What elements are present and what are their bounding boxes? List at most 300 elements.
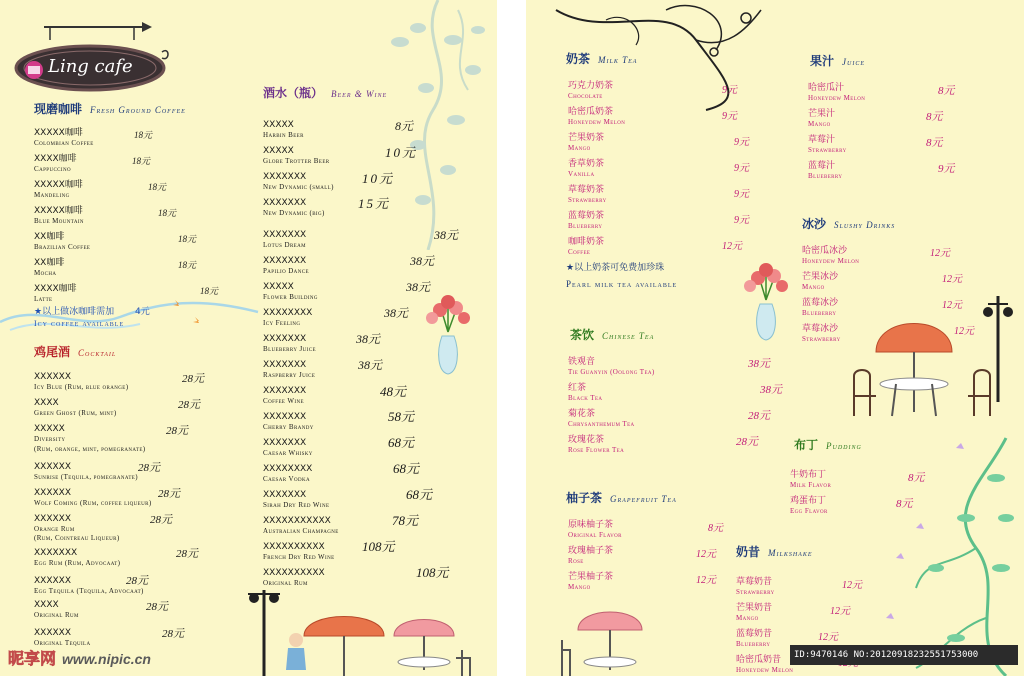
item-price: 38元	[748, 358, 770, 370]
item-sub: Blueberry Juice	[263, 345, 316, 353]
menu-item	[568, 81, 613, 100]
item-sub: Caesar Vodka	[263, 475, 310, 483]
star-icon: ★	[34, 307, 43, 317]
menu-item	[736, 629, 772, 648]
menu-item	[34, 424, 65, 443]
item-name: 哈密瓜汁	[808, 83, 845, 93]
item-name: XXXXX	[263, 146, 294, 156]
item-sub: Wolf Coming (Rum, coffee liqueur)	[34, 499, 152, 507]
item-sub: New Dynamic (small)	[263, 183, 334, 191]
item-price: 68元	[406, 487, 433, 502]
item-price: 28元	[138, 462, 160, 474]
item-sub: Coffee	[568, 248, 591, 256]
menu-item	[263, 120, 304, 139]
item-price: 18元	[158, 208, 177, 218]
item-name: 草莓奶茶	[568, 185, 605, 195]
item-price: 68元	[388, 435, 415, 450]
menu-item	[263, 360, 315, 379]
item-price: 9元	[734, 163, 749, 174]
item-sub: Sirah Dry Red Wine	[263, 501, 330, 509]
item-name: 芒果汁	[808, 109, 836, 119]
item-sub: Icy Feeling	[263, 319, 301, 327]
item-name: 鸡蛋布丁	[790, 496, 827, 506]
cafe-scene-icon	[244, 580, 497, 676]
item-name: XX咖啡	[34, 232, 65, 242]
note-price: 4元	[134, 307, 150, 317]
item-price: 18元	[148, 182, 167, 192]
item-price: 8元	[926, 111, 943, 123]
item-sub: Original Tequila	[34, 639, 91, 647]
icy-coffee-note	[34, 306, 150, 330]
menu-item	[568, 237, 604, 256]
menu-item	[568, 383, 602, 402]
item-sub: Mango	[808, 120, 831, 128]
section-title-zh: 茶饮	[570, 328, 595, 342]
menu-item	[34, 206, 84, 225]
item-name: 蓝莓奶昔	[736, 629, 773, 639]
item-name: XXXXXXXX	[263, 464, 313, 474]
menu-item	[808, 161, 842, 180]
menu-item	[34, 462, 138, 481]
section-title-en: Juice	[842, 57, 866, 67]
menu-item	[568, 159, 604, 178]
item-price: 9元	[722, 85, 737, 96]
item-sub: Latte	[34, 295, 53, 303]
note-zh: 以上奶茶可免费加珍珠	[574, 263, 665, 273]
item-sub: Icy Blue (Rum, blue orange)	[34, 383, 129, 391]
section-title-zh: 酒水（瓶）	[263, 86, 324, 100]
item-price: 12元	[722, 241, 742, 252]
menu-item	[736, 655, 793, 674]
item-name: 哈密瓜奶昔	[736, 655, 782, 665]
item-sub: Milk Flavor	[790, 481, 832, 489]
item-name: XXXXX	[34, 424, 65, 434]
item-price: 18元	[178, 260, 197, 270]
item-name: 草莓冰沙	[802, 324, 839, 334]
item-sub: Strawberry	[808, 146, 847, 154]
item-sub: Original Rum	[34, 611, 79, 619]
section-title-en: Grapefruit Tea	[610, 494, 677, 504]
item-sub: Strawberry	[568, 196, 607, 204]
item-name: 哈密瓜冰沙	[802, 246, 848, 256]
menu-item	[263, 438, 313, 457]
menu-item	[568, 546, 613, 565]
item-name: 牛奶布丁	[790, 470, 827, 480]
item-name: 芒果奶茶	[568, 133, 605, 143]
menu-item	[34, 128, 94, 147]
item-price: 8元	[938, 85, 955, 97]
section-title-coffee	[34, 100, 186, 117]
item-sub: Egg Flavor	[790, 507, 828, 515]
menu-item	[263, 464, 312, 483]
menu-item	[568, 133, 604, 152]
item-name: XXXX	[34, 398, 59, 408]
section-title-zh: 奶昔	[736, 545, 761, 559]
item-name: XXXXXXX	[34, 548, 78, 558]
section-title-en: Cocktail	[78, 348, 117, 358]
item-sub: Green Ghost (Rum, mint)	[34, 409, 117, 417]
item-sub: Honeydew Melon	[808, 94, 866, 102]
item-price: 9元	[938, 163, 955, 175]
section-title-en: Beer & Wine	[331, 89, 388, 99]
item-price: 18元	[178, 234, 197, 244]
item-name: 芒果柚子茶	[568, 572, 614, 582]
menu-item	[34, 548, 120, 567]
item-sub: Strawberry	[802, 335, 841, 343]
section-title-zh: 柚子茶	[566, 491, 603, 505]
item-price: 12元	[842, 580, 862, 591]
menu-item	[263, 516, 339, 535]
item-sub: Blueberry	[736, 640, 771, 648]
menu-item	[263, 230, 306, 249]
item-sub: Chrysanthemum Tea	[568, 420, 635, 428]
item-sub: Mango	[736, 614, 759, 622]
menu-item	[263, 542, 335, 561]
menu-item	[34, 154, 77, 173]
menu-item	[263, 282, 318, 301]
item-sub: Cherry Brandy	[263, 423, 314, 431]
menu-item	[34, 284, 77, 303]
item-sub: Egg Rum (Rum, Advocaat)	[34, 559, 121, 567]
note-en: Icy coffee available	[34, 319, 125, 328]
item-name: XXXXXX	[34, 514, 71, 524]
item-price: 10元	[362, 171, 395, 186]
item-price: 38元	[760, 384, 782, 396]
item-name: XXXX咖啡	[34, 284, 77, 294]
item-price: 8元	[926, 137, 943, 149]
item-price: 28元	[146, 601, 168, 613]
item-sub: Brazilian Coffee	[34, 243, 91, 251]
menu-item	[808, 83, 865, 102]
section-title-en: Chinese Tea	[602, 331, 655, 341]
item-name: XXXXXXXXXXX	[263, 516, 331, 526]
item-sub: Rose	[568, 557, 584, 565]
item-price: 12元	[696, 549, 716, 560]
item-name: XXXXX咖啡	[34, 180, 83, 190]
item-name: XXXXXXXX	[263, 308, 313, 318]
item-sub: Harbin Beer	[263, 131, 304, 139]
flower-vase-icon	[738, 260, 794, 344]
item-sub: Colombian Coffee	[34, 139, 94, 147]
note-en: Pearl milk tea available	[566, 279, 678, 289]
item-price: 28元	[748, 410, 770, 422]
item-price: 38元	[384, 306, 409, 320]
section-title-zh: 冰沙	[802, 217, 827, 231]
item-sub: Chocolate	[568, 92, 603, 100]
section-title-en: Pudding	[826, 441, 862, 451]
menu-item	[263, 256, 309, 275]
item-name: XXXXXX	[34, 372, 71, 382]
menu-item	[802, 246, 859, 265]
item-price: 9元	[734, 137, 749, 148]
item-price: 12元	[954, 326, 974, 337]
right-menu-page	[526, 0, 1024, 676]
section-title-zh: 果汁	[810, 54, 835, 68]
section-title-zh: 现磨咖啡	[34, 102, 83, 116]
menu-item	[34, 445, 146, 453]
watermark-brand	[8, 646, 151, 669]
item-name: 芒果冰沙	[802, 272, 839, 282]
item-price: 38元	[358, 358, 383, 372]
item-name: XXXXXXXXXX	[263, 568, 325, 578]
item-price: 28元	[182, 373, 204, 385]
item-name: XXXXXXX	[263, 360, 307, 370]
section-title-juice	[810, 52, 865, 69]
item-price: 58元	[388, 409, 415, 424]
item-name: 哈密瓜奶茶	[568, 107, 614, 117]
item-sub: Tie Guanyin (Oolong Tea)	[568, 368, 655, 376]
item-sub: Blue Mountain	[34, 217, 84, 225]
menu-item	[34, 534, 120, 542]
cafe-table-icon	[846, 292, 1022, 422]
item-name: 草莓奶昔	[736, 577, 773, 587]
item-name: XXXXXXX	[263, 438, 307, 448]
item-sub: Honeydew Melon	[736, 666, 794, 674]
section-title-milktea	[566, 50, 637, 67]
item-price: 28元	[736, 436, 758, 448]
item-price: 38元	[434, 228, 459, 242]
cafe-logo	[14, 22, 170, 92]
item-name: 香草奶茶	[568, 159, 605, 169]
menu-item	[34, 600, 79, 619]
green-vine-icon	[856, 418, 1024, 676]
watermark-brand-text: 昵享网	[8, 649, 57, 668]
item-sub: Honeydew Melon	[568, 118, 626, 126]
item-price: 12元	[830, 606, 850, 617]
item-sub: Papilio Dance	[263, 267, 309, 275]
item-price: 28元	[150, 514, 172, 526]
item-price: 28元	[178, 399, 200, 411]
item-price: 38元	[410, 254, 435, 268]
item-sub: (Rum, Cointreau Liqueur)	[34, 534, 120, 542]
item-name: 蓝莓汁	[808, 161, 836, 171]
section-title-milkshake	[736, 543, 813, 560]
item-name: XXXXXXX	[263, 386, 307, 396]
item-sub: Mango	[802, 283, 825, 291]
item-name: 铁观音	[568, 357, 596, 367]
section-title-en: Fresh Ground Coffee	[90, 105, 186, 115]
menu-item	[808, 135, 847, 154]
item-name: 芒果奶昔	[736, 603, 773, 613]
item-price: 8元	[908, 472, 925, 484]
item-sub: Original Rum	[263, 579, 308, 587]
item-sub: Egg Tequila (Tequila, Advocaat)	[34, 587, 144, 595]
section-title-cocktail	[34, 343, 116, 360]
menu-item	[790, 496, 828, 515]
item-name: XXXXXXX	[263, 172, 307, 182]
item-name: XXXXX咖啡	[34, 206, 83, 216]
watermark-site: www.nipic.cn	[62, 651, 151, 667]
item-sub: Cappuccino	[34, 165, 72, 173]
item-name: 蓝莓冰沙	[802, 298, 839, 308]
item-sub: Caesar Whisky	[263, 449, 313, 457]
item-price: 9元	[722, 111, 737, 122]
item-price: 108元	[362, 539, 395, 554]
item-name: XXXXXXX	[263, 490, 307, 500]
item-price: 8元	[896, 498, 913, 510]
item-sub: Globe Trotter Beer	[263, 157, 330, 165]
item-sub: Rose Flower Tea	[568, 446, 625, 454]
item-price: 12元	[696, 575, 716, 586]
item-sub: Blueberry	[802, 309, 837, 317]
item-price: 108元	[416, 565, 449, 580]
item-sub: Honeydew Melon	[802, 257, 860, 265]
menu-item	[802, 272, 838, 291]
menu-item	[263, 386, 306, 405]
page-gutter	[497, 0, 526, 676]
item-name: XXXXX	[263, 282, 294, 292]
item-name: XXXXXXX	[263, 256, 307, 266]
section-title-tea	[570, 326, 654, 343]
item-price: 28元	[126, 575, 148, 587]
umbrella-table-icon	[556, 600, 666, 676]
menu-item	[568, 409, 635, 428]
section-title-en: Milk Tea	[598, 55, 638, 65]
item-name: 巧克力奶茶	[568, 81, 614, 91]
item-sub: Strawberry	[736, 588, 775, 596]
item-price: 8元	[395, 119, 414, 133]
left-menu-page	[0, 0, 497, 676]
menu-item	[34, 258, 64, 277]
item-name: 原味柚子茶	[568, 520, 614, 530]
section-title-en: Slushy Drinks	[834, 220, 896, 230]
item-sub: Mango	[568, 583, 591, 591]
item-price: 9元	[734, 215, 749, 226]
section-title-wine	[263, 84, 387, 101]
item-sub: Original Flavor	[568, 531, 622, 539]
section-title-grapefruit	[566, 489, 677, 506]
menu-item	[263, 308, 312, 327]
menu-item	[263, 334, 316, 353]
item-sub: Blueberry	[568, 222, 603, 230]
item-price: 18元	[132, 156, 151, 166]
item-price: 48元	[380, 384, 407, 399]
menu-item	[808, 109, 835, 128]
item-name: XX咖啡	[34, 258, 65, 268]
item-name: XXXXXX	[34, 576, 71, 586]
menu-item	[568, 435, 624, 454]
flower-vase-icon	[420, 292, 476, 378]
menu-item	[736, 603, 772, 622]
item-sub: Diversity	[34, 435, 66, 443]
item-name: 菊花茶	[568, 409, 596, 419]
section-title-en: Milkshake	[768, 548, 813, 558]
menu-item	[568, 357, 655, 376]
item-price: 28元	[166, 425, 188, 437]
item-sub: Lotus Dream	[263, 241, 306, 249]
item-sub: Coffee Wine	[263, 397, 304, 405]
item-name: XXXX	[34, 600, 59, 610]
menu-item	[263, 490, 329, 509]
item-price: 28元	[162, 628, 184, 640]
item-sub: Blueberry	[808, 172, 843, 180]
item-name: 玫瑰柚子茶	[568, 546, 614, 556]
item-name: 玫瑰花茶	[568, 435, 605, 445]
menu-item	[568, 185, 607, 204]
item-name: 咖啡奶茶	[568, 237, 605, 247]
section-title-slushy	[802, 215, 895, 232]
item-price: 15元	[358, 196, 391, 211]
note-zh: 以上做冰咖啡需加	[42, 307, 115, 317]
item-price: 18元	[200, 286, 219, 296]
item-name: 蓝莓奶茶	[568, 211, 605, 221]
menu-item	[263, 198, 325, 217]
menu-item	[34, 488, 152, 507]
item-sub: French Dry Red Wine	[263, 553, 335, 561]
pearl-note	[566, 262, 677, 290]
menu-item	[568, 520, 622, 539]
item-name: XXXXXXX	[263, 230, 307, 240]
item-name: XXXXXXXXXX	[263, 542, 325, 552]
menu-item	[34, 372, 129, 391]
item-price: 9元	[734, 189, 749, 200]
section-title-zh: 鸡尾酒	[34, 345, 71, 359]
item-sub: Sunrise (Tequila, pomegranate)	[34, 473, 138, 481]
item-sub: Mango	[568, 144, 591, 152]
item-sub: Raspberry Juice	[263, 371, 316, 379]
item-sub: Flower Building	[263, 293, 318, 301]
menu-item	[802, 324, 841, 343]
item-name: XXXXXX	[34, 488, 71, 498]
section-title-pudding	[794, 436, 862, 453]
item-name: XXXXXXX	[263, 412, 307, 422]
menu-item	[568, 211, 604, 230]
menu-item	[263, 412, 314, 431]
menu-item	[568, 107, 625, 126]
item-sub: New Dynamic (big)	[263, 209, 325, 217]
item-name: 草莓汁	[808, 135, 836, 145]
menu-item	[736, 577, 775, 596]
item-sub: Mocha	[34, 269, 57, 277]
item-name: XXXXX	[263, 120, 294, 130]
menu-item	[34, 232, 90, 251]
item-price: 12元	[942, 300, 962, 311]
item-sub: Orange Rum	[34, 525, 75, 533]
item-sub: Vanilla	[568, 170, 595, 178]
item-name: XXXXXXX	[263, 334, 307, 344]
item-sub: Black Tea	[568, 394, 603, 402]
item-name: 红茶	[568, 383, 587, 393]
item-sub: (Rum, orange, mint, pomegranate)	[34, 445, 146, 453]
item-name: XXXXXX	[34, 628, 71, 638]
item-price: 38元	[406, 280, 431, 294]
menu-item	[263, 146, 330, 165]
item-price: 68元	[393, 461, 420, 476]
menu-item	[34, 628, 91, 647]
menu-item	[34, 180, 83, 199]
item-price: 8元	[708, 523, 723, 534]
menu-item	[790, 470, 831, 489]
item-price: 28元	[176, 548, 198, 560]
section-title-zh: 布丁	[794, 438, 819, 452]
star-icon: ★	[566, 263, 575, 273]
item-price: 78元	[392, 513, 419, 528]
menu-item	[34, 514, 75, 533]
item-sub: Australian Champagne	[263, 527, 339, 535]
item-name: XXXX咖啡	[34, 154, 77, 164]
item-name: XXXXXXX	[263, 198, 307, 208]
item-price: 12元	[942, 274, 962, 285]
menu-item	[263, 172, 334, 191]
item-price: 10元	[385, 145, 418, 160]
section-title-zh: 奶茶	[566, 52, 591, 66]
item-price: 12元	[930, 248, 950, 259]
item-sub: Mandeling	[34, 191, 70, 199]
menu-item	[802, 298, 838, 317]
item-price: 18元	[134, 130, 153, 140]
item-name: XXXXXX	[34, 462, 71, 472]
watermark-id: ID:9470146 NO:20120918232551753000	[790, 645, 1018, 665]
